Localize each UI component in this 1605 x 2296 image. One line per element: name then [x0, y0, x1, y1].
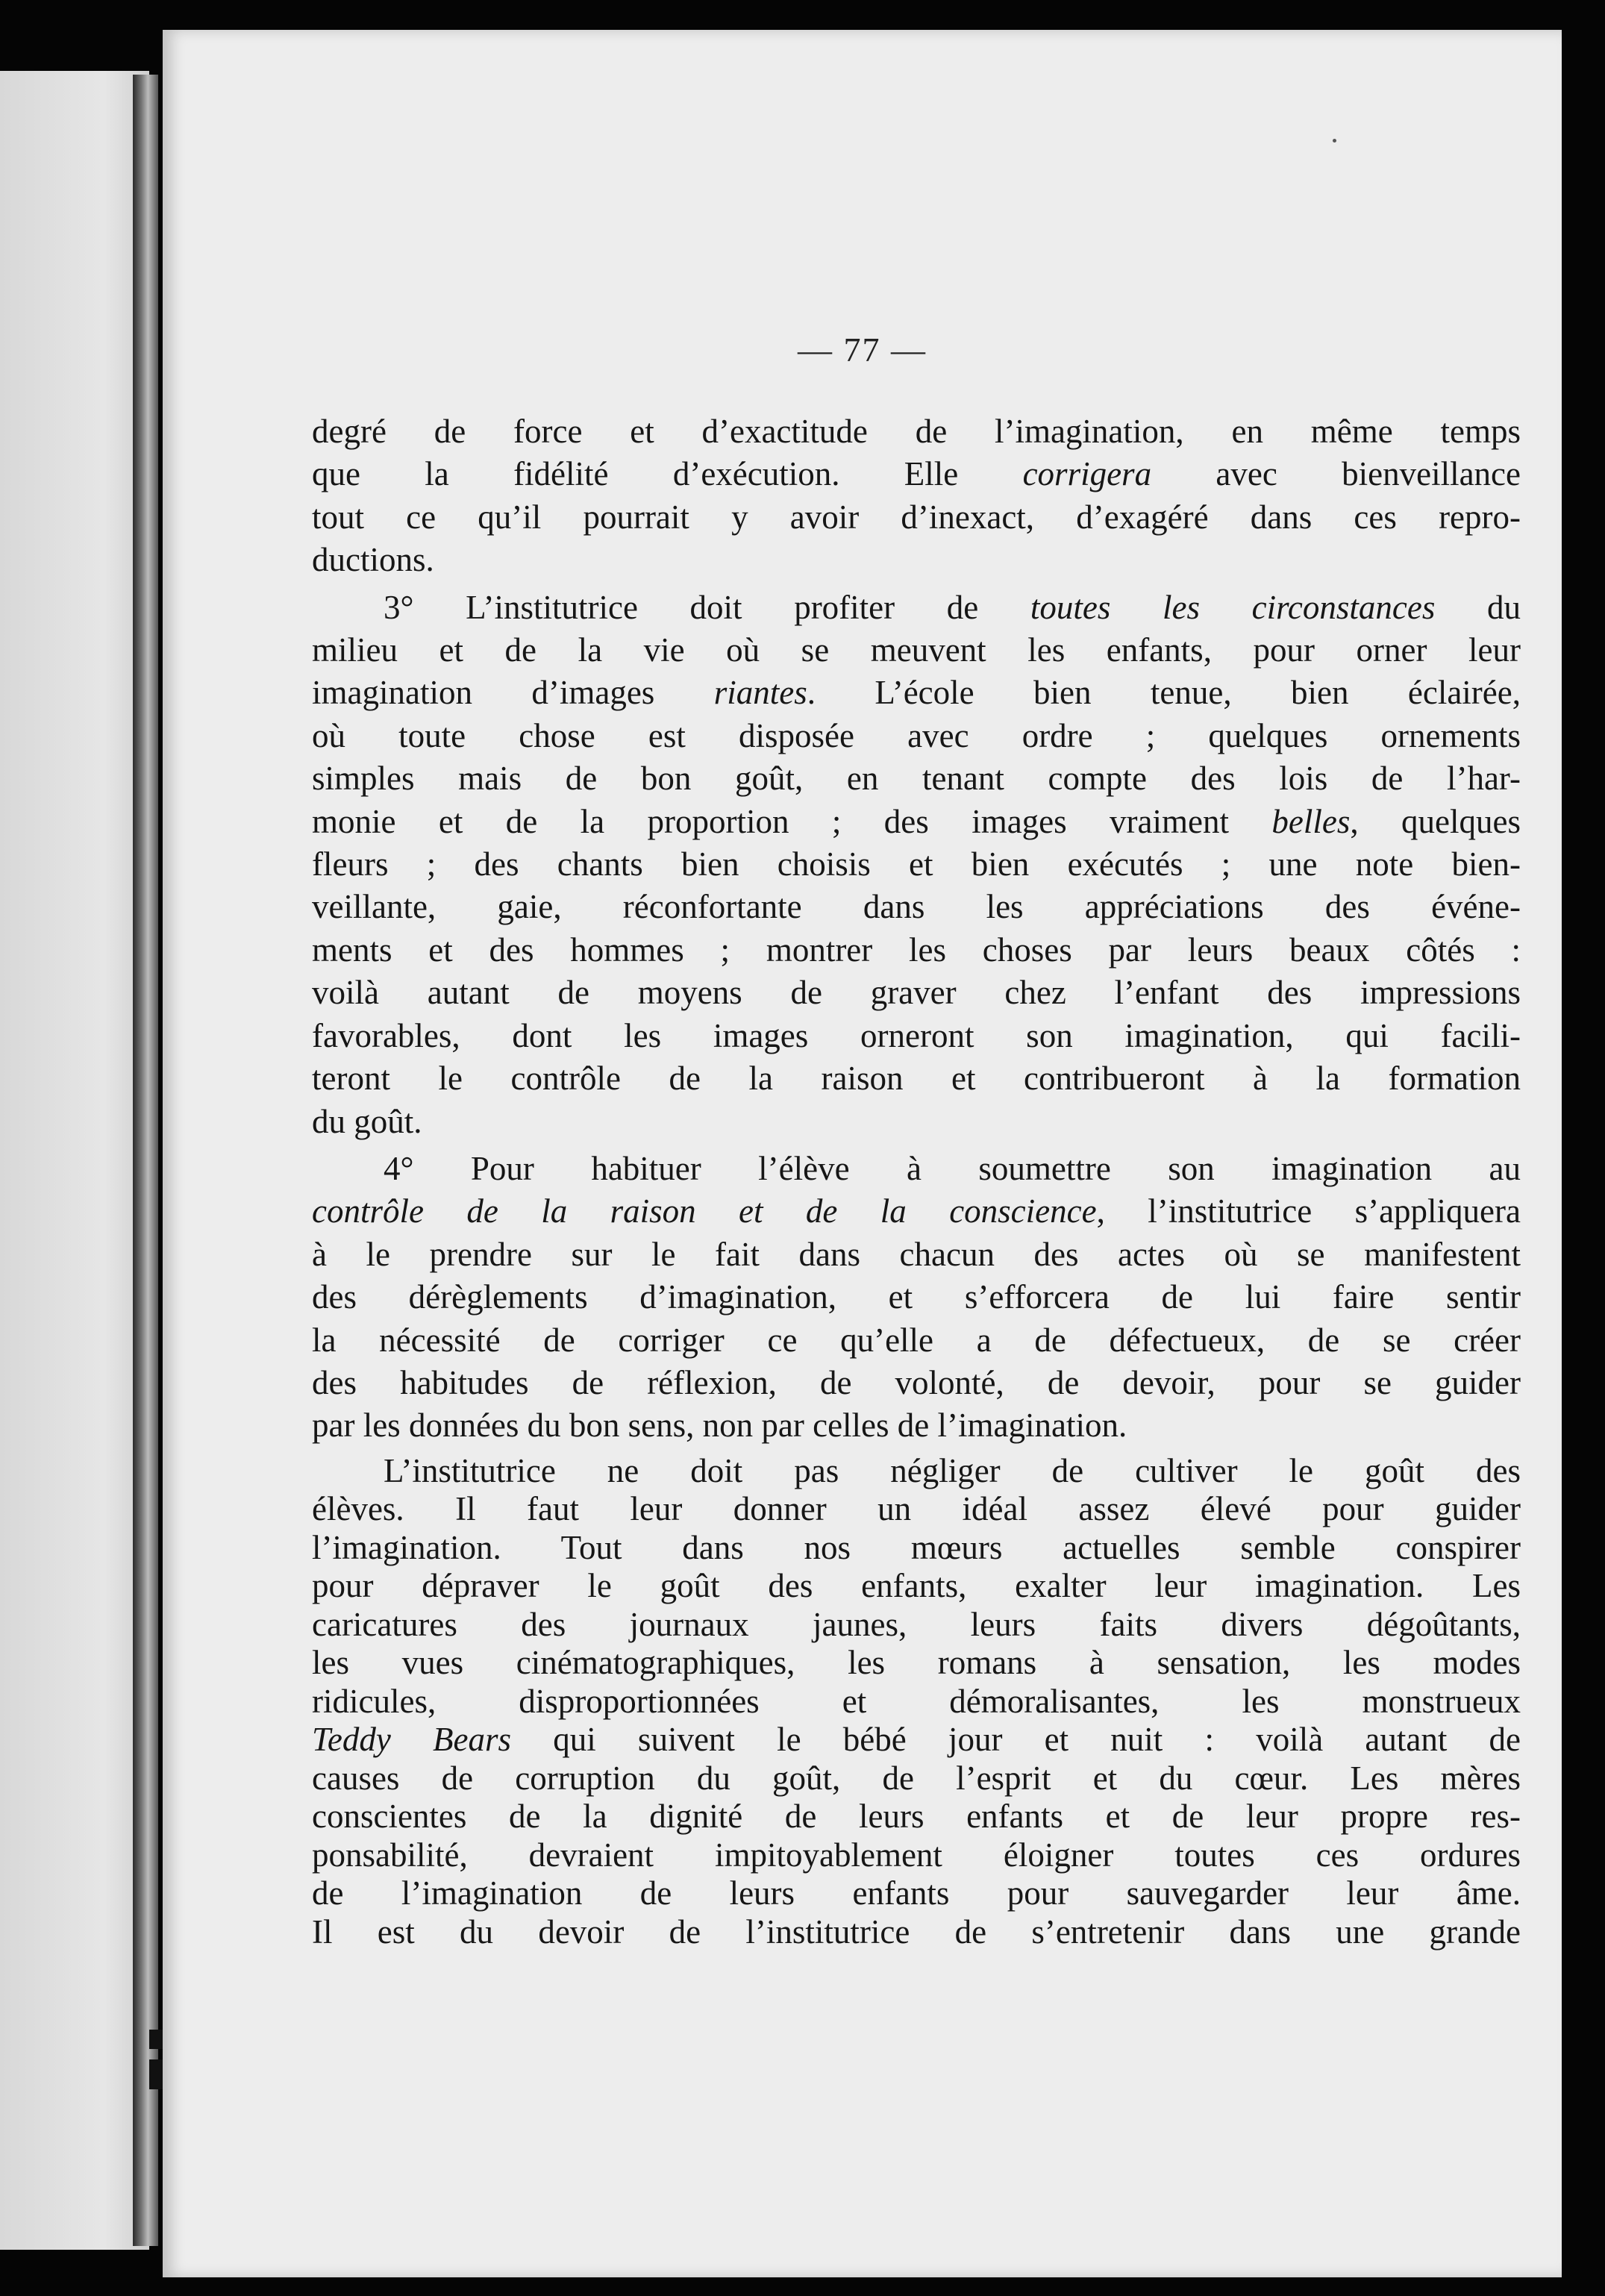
text-line: Teddy Bears qui suivent le bébé jour et nuit : voilà autant de [312, 1721, 1521, 1759]
text-line: l’imagination. Tout dans nos mœurs actuelles semble conspirer [312, 1528, 1521, 1566]
text-line: 3° L’institutrice doit profiter de toutes les circonstances du [384, 588, 1521, 626]
paragraph-4 [312, 1452, 1521, 1952]
text-line: ductions. [312, 541, 434, 579]
left-page-edge [0, 71, 149, 2250]
body-text [312, 410, 1521, 1951]
dust-speck [1333, 139, 1336, 143]
text-line: causes de corruption du goût, de l’esprit et du cœur. Les mères [312, 1759, 1521, 1797]
text-line: L’institutrice ne doit pas négliger de cultiver le goût des [384, 1451, 1521, 1489]
text-line: Il est du devoir de l’institutrice de s’entretenir dans une grande [312, 1912, 1521, 1951]
text-line: fleurs ; des chants bien choisis et bien exécutés ; une note bien- [312, 845, 1521, 883]
paragraph-1 [312, 410, 1521, 582]
text-line: où toute chose est disposée avec ordre ; quelques ornements [312, 716, 1521, 754]
spine-mark [149, 2030, 163, 2049]
text-line: les vues cinématographiques, les romans à sensation, les modes [312, 1644, 1521, 1682]
text-line: teront le contrôle de la raison et contribueront à la formation [312, 1060, 1521, 1098]
text-line: ponsabilité, devraient impitoyablement éloigner toutes ces ordures [312, 1836, 1521, 1874]
text-line: contrôle de la raison et de la conscience, l’institutrice s’appliquera [312, 1192, 1521, 1230]
text-line: des dérèglements d’imagination, et s’efforcera de lui faire sentir [312, 1278, 1521, 1316]
paragraph-2 [312, 586, 1521, 1143]
spine-mark [149, 2059, 163, 2089]
text-line: conscientes de la dignité de leurs enfants et de leur propre res- [312, 1798, 1521, 1836]
text-line: caricatures des journaux jaunes, leurs faits divers dégoûtants, [312, 1605, 1521, 1643]
text-line: degré de force et d’exactitude de l’imagination, en même temps [312, 413, 1521, 450]
text-line: 4° Pour habituer l’élève à soumettre son imagination au [384, 1149, 1521, 1187]
book-spine [133, 75, 158, 2246]
text-line: tout ce qu’il pourrait y avoir d’inexact, d’exagéré dans ces repro- [312, 498, 1521, 536]
page-number: — 77 — [798, 331, 927, 369]
paragraph-3 [312, 1148, 1521, 1448]
text-line: par les données du bon sens, non par celles de l’imagination. [312, 1407, 1127, 1445]
text-line: favorables, dont les images orneront son imagination, qui facili- [312, 1016, 1521, 1054]
text-line: élèves. Il faut leur donner un idéal assez élevé pour guider [312, 1490, 1521, 1528]
text-line: pour dépraver le goût des enfants, exalter leur imagination. Les [312, 1567, 1521, 1605]
text-line: ments et des hommes ; montrer les choses par leurs beaux côtés : [312, 930, 1521, 969]
text-line: des habitudes de réflexion, de volonté, de devoir, pour se guider [312, 1363, 1521, 1401]
text-line: voilà autant de moyens de graver chez l’enfant des impressions [312, 974, 1521, 1012]
text-line: ridicules, disproportionnées et démoralisantes, les monstrueux [312, 1682, 1521, 1720]
text-line: que la fidélité d’exécution. Elle corrigera avec bienveillance [312, 455, 1521, 493]
book-page [163, 30, 1562, 2277]
text-line: la nécessité de corriger ce qu’elle a de défectueux, de se créer [312, 1321, 1521, 1359]
text-line: du goût. [312, 1102, 422, 1140]
text-line: veillante, gaie, réconfortante dans les appréciations des événe- [312, 888, 1521, 926]
text-line: simples mais de bon goût, en tenant compte des lois de l’har- [312, 760, 1521, 798]
text-line: imagination d’images riantes. L’école bien tenue, bien éclairée, [312, 674, 1521, 712]
text-line: milieu et de la vie où se meuvent les enfants, pour orner leur [312, 631, 1521, 669]
text-line: monie et de la proportion ; des images vraiment belles, quelques [312, 802, 1521, 840]
text-line: à le prendre sur le fait dans chacun des actes où se manifestent [312, 1235, 1521, 1273]
text-line: de l’imagination de leurs enfants pour sauvegarder leur âme. [312, 1874, 1521, 1912]
